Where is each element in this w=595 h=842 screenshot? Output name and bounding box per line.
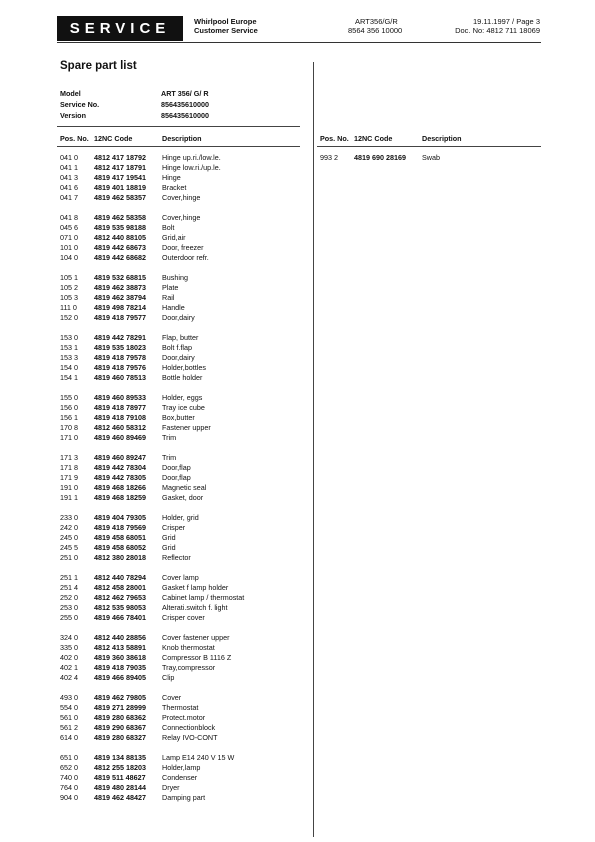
part-pos-no: 402 4 [60, 673, 78, 682]
part-pos-no: 740 0 [60, 773, 78, 782]
part-pos-no: 324 0 [60, 633, 78, 642]
part-pos-no: 105 3 [60, 293, 78, 302]
part-12nc-code: 4819 404 79305 [94, 513, 146, 522]
part-pos-no: 041 3 [60, 173, 78, 182]
version-row [60, 111, 209, 122]
part-description: Crisper [162, 523, 186, 532]
part-description: Alterati.switch f. light [162, 603, 228, 612]
part-12nc-code: 4819 460 89247 [94, 453, 146, 462]
part-description: Handle [162, 303, 185, 312]
part-12nc-code: 4819 462 48427 [94, 793, 146, 802]
part-12nc-code: 4812 462 79653 [94, 593, 146, 602]
part-pos-no: 156 1 [60, 413, 78, 422]
part-pos-no: 171 0 [60, 433, 78, 442]
part-description: Holder, eggs [162, 393, 203, 402]
part-description: Hinge low.ri./up.le. [162, 163, 221, 172]
part-12nc-code: 4819 462 58357 [94, 193, 146, 202]
right-header-pos: Pos. No. [320, 134, 349, 143]
company-line-1: Whirlpool Europe [194, 17, 257, 26]
part-pos-no: 245 0 [60, 533, 78, 542]
part-pos-no: 152 0 [60, 313, 78, 322]
model-code: ART356/G/R [355, 17, 398, 26]
service-no-value: 856435610000 [161, 100, 209, 109]
part-description: Cover,hinge [162, 193, 201, 202]
part-12nc-code: 4819 462 38873 [94, 283, 146, 292]
left-header-rule-bottom [57, 146, 300, 147]
part-description: Box,butter [162, 413, 195, 422]
part-pos-no: 153 1 [60, 343, 78, 352]
part-description: Condenser [162, 773, 198, 782]
part-description: Door,dairy [162, 353, 195, 362]
part-description: Cover lamp [162, 573, 199, 582]
part-description: Gasket f lamp holder [162, 583, 229, 592]
date-page: 19.11.1997 / Page 3 [472, 17, 540, 26]
left-header-pos: Pos. No. [60, 134, 89, 143]
part-pos-no: 041 6 [60, 183, 78, 192]
model-label: Model [60, 89, 81, 98]
part-12nc-code: 4819 360 38618 [94, 653, 146, 662]
part-description: Hinge up.ri./low.le. [162, 153, 221, 162]
service-code: 8564 356 10000 [348, 26, 403, 35]
part-12nc-code: 4819 417 19541 [94, 173, 146, 182]
part-description: Crisper cover [162, 613, 205, 622]
part-description: Fastener upper [162, 423, 211, 432]
part-pos-no: 041 8 [60, 213, 78, 222]
part-pos-no: 904 0 [60, 793, 78, 802]
part-12nc-code: 4819 418 79035 [94, 663, 146, 672]
part-pos-no: 652 0 [60, 763, 78, 772]
part-pos-no: 493 0 [60, 693, 78, 702]
left-header-desc: Description [162, 134, 202, 143]
part-pos-no: 105 1 [60, 273, 78, 282]
part-12nc-code: 4819 418 79578 [94, 353, 146, 362]
part-pos-no: 101 0 [60, 243, 78, 252]
part-pos-no: 554 0 [60, 703, 78, 712]
part-pos-no: 251 1 [60, 573, 78, 582]
part-description: Knob thermostat [162, 643, 215, 652]
service-logo: SERVICE [57, 16, 183, 41]
version-label: Version [60, 111, 86, 120]
right-header-rule-bottom [317, 146, 541, 147]
part-pos-no: 171 8 [60, 463, 78, 472]
part-description: Holder,bottles [162, 363, 206, 372]
version-value: 856435610000 [161, 111, 209, 120]
part-12nc-code: 4812 413 58891 [94, 643, 146, 652]
part-description: Relay IVO-CONT [162, 733, 218, 742]
part-description: Holder, grid [162, 513, 199, 522]
part-12nc-code: 4819 442 68673 [94, 243, 146, 252]
part-12nc-code: 4819 280 68362 [94, 713, 146, 722]
part-pos-no: 252 0 [60, 593, 78, 602]
part-description: Connectionblock [162, 723, 216, 732]
part-description: Dryer [162, 783, 180, 792]
part-12nc-code: 4819 511 48627 [94, 773, 146, 782]
part-description: Door,flap [162, 473, 191, 482]
part-pos-no: 155 0 [60, 393, 78, 402]
part-12nc-code: 4819 290 68367 [94, 723, 146, 732]
part-12nc-code: 4812 380 28018 [94, 553, 146, 562]
part-pos-no: 993 2 [320, 153, 338, 162]
page-title: Spare part list [60, 60, 137, 72]
part-description: Protect.motor [162, 713, 206, 722]
part-12nc-code: 4819 690 28169 [354, 153, 406, 162]
part-description: Hinge [162, 173, 181, 182]
part-description: Reflector [162, 553, 191, 562]
part-12nc-code: 4819 535 18023 [94, 343, 146, 352]
part-12nc-code: 4819 418 79577 [94, 313, 146, 322]
part-12nc-code: 4819 401 18819 [94, 183, 146, 192]
part-description: Flap, butter [162, 333, 199, 342]
part-description: Outerdoor refr. [162, 253, 209, 262]
part-12nc-code: 4812 460 58312 [94, 423, 146, 432]
part-description: Plate [162, 283, 179, 292]
part-12nc-code: 4819 442 78305 [94, 473, 146, 482]
left-header-nc: 12NC Code [94, 134, 133, 143]
part-12nc-code: 4819 468 18266 [94, 483, 146, 492]
column-divider [313, 62, 314, 837]
part-pos-no: 045 6 [60, 223, 78, 232]
model-value: ART 356/ G/ R [161, 89, 209, 98]
part-pos-no: 041 0 [60, 153, 78, 162]
part-12nc-code: 4812 440 78294 [94, 573, 146, 582]
part-12nc-code: 4819 462 79805 [94, 693, 146, 702]
part-12nc-code: 4819 460 89533 [94, 393, 146, 402]
part-12nc-code: 4819 466 89405 [94, 673, 146, 682]
part-pos-no: 154 0 [60, 363, 78, 372]
part-description: Clip [162, 673, 175, 682]
left-header-rule-top [57, 126, 300, 127]
part-12nc-code: 4819 442 78291 [94, 333, 146, 342]
part-pos-no: 233 0 [60, 513, 78, 522]
part-pos-no: 153 0 [60, 333, 78, 342]
part-pos-no: 253 0 [60, 603, 78, 612]
part-description: Trim [162, 453, 177, 462]
part-12nc-code: 4819 460 89469 [94, 433, 146, 442]
service-no-label: Service No. [60, 100, 100, 109]
part-12nc-code: 4819 418 78977 [94, 403, 146, 412]
part-12nc-code: 4819 532 68815 [94, 273, 146, 282]
part-description: Grid [162, 533, 176, 542]
part-12nc-code: 4819 418 79569 [94, 523, 146, 532]
part-description: Bushing [162, 273, 188, 282]
part-description: Trim [162, 433, 177, 442]
part-12nc-code: 4819 442 78304 [94, 463, 146, 472]
part-pos-no: 171 9 [60, 473, 78, 482]
part-pos-no: 170 8 [60, 423, 78, 432]
model-info [60, 89, 209, 122]
part-pos-no: 251 0 [60, 553, 78, 562]
part-pos-no: 191 0 [60, 483, 78, 492]
part-pos-no: 071 0 [60, 233, 78, 242]
part-description: Swab [422, 153, 440, 162]
part-12nc-code: 4819 468 18259 [94, 493, 146, 502]
part-description: Magnetic seal [162, 483, 207, 492]
part-description: Thermostat [162, 703, 199, 712]
part-12nc-code: 4819 462 38794 [94, 293, 146, 302]
part-pos-no: 764 0 [60, 783, 78, 792]
part-pos-no: 614 0 [60, 733, 78, 742]
part-pos-no: 245 5 [60, 543, 78, 552]
part-pos-no: 156 0 [60, 403, 78, 412]
part-pos-no: 171 3 [60, 453, 78, 462]
part-description: Holder,lamp [162, 763, 201, 772]
part-description: Door, freezer [162, 243, 204, 252]
model-row [60, 89, 209, 100]
part-pos-no: 255 0 [60, 613, 78, 622]
part-description: Bolt f.flap [162, 343, 192, 352]
part-description: Door,flap [162, 463, 191, 472]
part-description: Grid,air [162, 233, 186, 242]
part-description: Tray,compressor [162, 663, 216, 672]
part-12nc-code: 4819 280 68327 [94, 733, 146, 742]
part-12nc-code: 4819 466 78401 [94, 613, 146, 622]
header-rule [57, 42, 541, 43]
part-12nc-code: 4812 535 98053 [94, 603, 146, 612]
part-pos-no: 153 3 [60, 353, 78, 362]
part-pos-no: 561 2 [60, 723, 78, 732]
part-description: Gasket, door [162, 493, 204, 502]
part-12nc-code: 4819 458 68051 [94, 533, 146, 542]
part-description: Cover fastener upper [162, 633, 230, 642]
part-pos-no: 191 1 [60, 493, 78, 502]
part-pos-no: 561 0 [60, 713, 78, 722]
doc-number: Doc. No: 4812 711 18069 [455, 26, 540, 35]
part-pos-no: 251 4 [60, 583, 78, 592]
part-description: Bolt [162, 223, 175, 232]
part-12nc-code: 4819 480 28144 [94, 783, 146, 792]
part-pos-no: 154 1 [60, 373, 78, 382]
part-12nc-code: 4812 255 18203 [94, 763, 146, 772]
part-12nc-code: 4819 498 78214 [94, 303, 146, 312]
part-description: Damping part [162, 793, 206, 802]
part-pos-no: 402 1 [60, 663, 78, 672]
part-pos-no: 104 0 [60, 253, 78, 262]
part-description: Grid [162, 543, 176, 552]
part-pos-no: 335 0 [60, 643, 78, 652]
part-description: Compressor B 1116 Z [162, 653, 232, 662]
part-12nc-code: 4819 460 78513 [94, 373, 146, 382]
part-12nc-code: 4819 535 98188 [94, 223, 146, 232]
part-pos-no: 041 7 [60, 193, 78, 202]
part-description: Cover,hinge [162, 213, 201, 222]
part-12nc-code: 4819 134 88135 [94, 753, 146, 762]
part-12nc-code: 4812 440 28856 [94, 633, 146, 642]
service-no-row [60, 100, 209, 111]
part-12nc-code: 4819 458 68052 [94, 543, 146, 552]
part-12nc-code: 4819 418 79576 [94, 363, 146, 372]
company-line-2: Customer Service [194, 26, 258, 35]
part-description: Rail [162, 293, 175, 302]
part-description: Door,dairy [162, 313, 195, 322]
part-description: Bottle holder [162, 373, 203, 382]
part-12nc-code: 4812 417 18792 [94, 153, 146, 162]
right-header-nc: 12NC Code [354, 134, 393, 143]
part-12nc-code: 4819 462 58358 [94, 213, 146, 222]
part-description: Tray ice cube [162, 403, 205, 412]
right-header-desc: Description [422, 134, 462, 143]
part-pos-no: 651 0 [60, 753, 78, 762]
part-pos-no: 242 0 [60, 523, 78, 532]
part-pos-no: 402 0 [60, 653, 78, 662]
part-pos-no: 105 2 [60, 283, 78, 292]
part-pos-no: 041 1 [60, 163, 78, 172]
part-12nc-code: 4812 417 18791 [94, 163, 146, 172]
part-description: Bracket [162, 183, 187, 192]
part-description: Lamp E14 240 V 15 W [162, 753, 235, 762]
part-description: Cover [162, 693, 182, 702]
part-12nc-code: 4819 271 28999 [94, 703, 146, 712]
part-12nc-code: 4819 418 79108 [94, 413, 146, 422]
part-12nc-code: 4819 442 68682 [94, 253, 146, 262]
part-description: Cabinet lamp / thermostat [162, 593, 245, 602]
part-pos-no: 111 0 [60, 303, 77, 312]
part-12nc-code: 4812 440 88105 [94, 233, 146, 242]
part-12nc-code: 4812 458 28001 [94, 583, 146, 592]
